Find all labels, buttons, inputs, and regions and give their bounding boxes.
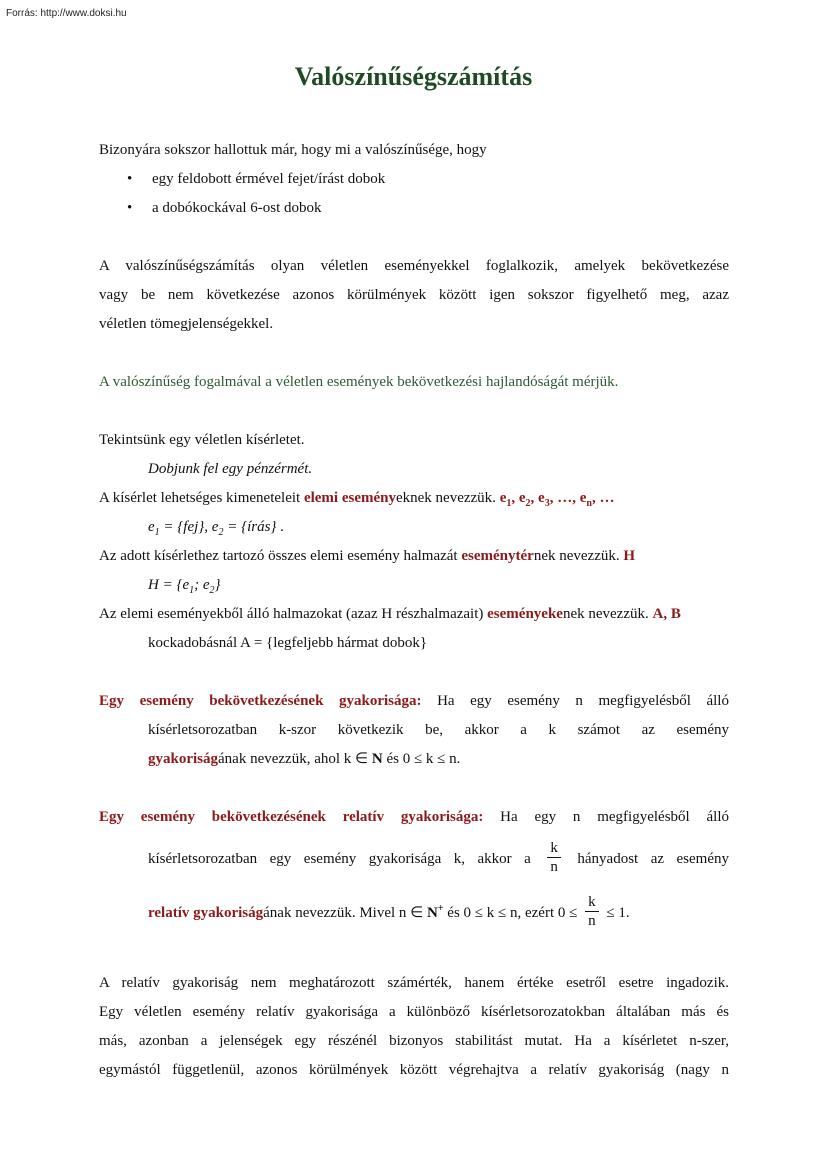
relativ-gyakorisag-line: kísérletsorozatban egy esemény gyakorisága k, akkor a $\frac{k}{n}$ hányadost az esemény [148,840,730,876]
relativ-gyakorisag-heading: Egy esemény bekövetkezésének relatív gyakorisága: [99,809,484,825]
source-label: Forrás: http://www.doksi.hu [6,8,127,19]
esemenyter-symbol: H [623,548,636,564]
esemenyter-line: Az adott kísérlethez tartozó összes elemi esemény halmazát eseménytérnek nevezzük. H [99,548,636,564]
esemenyek-symbol: A, B [652,606,681,622]
elemi-symbols: $e_1$, $e_2$, $e_3$, …, $e_n$, … [499,490,615,509]
esemenyek-example: kockadobásnál A = {legfeljebb hármat dobok} [148,635,428,651]
closing-line: Egy véletlen esemény relatív gyakorisága a különböző kísérletsorozatokban általában más és [99,1004,729,1020]
bullet-list [99,165,729,223]
fraction-k-n: $\frac{k}{n}$ [547,839,561,876]
esemenyter-example: $H = \{e_1$; $e_2$} [148,577,221,596]
relativ-gyakorisag-heading-line: Egy esemény bekövetkezésének relatív gyakorisága: Ha egy n megfigyelésből álló [99,809,729,825]
term-relativ-gyakorisag: relatív gyakoriság [148,905,264,921]
term-gyakorisag: gyakoriság [148,751,219,767]
gyakorisag-heading: Egy esemény bekövetkezésének gyakorisága: [99,693,422,709]
experiment-example: Dobjunk fel egy pénzérmét. [148,461,313,477]
intro-text: Bizonyára sokszor hallottuk már, hogy mi a valószínűsége, hogy [99,142,487,158]
gyakorisag-line: kísérletsorozatban k-szor következik be, akkor a k számot az esemény [148,722,729,738]
bullet-item: • egy feldobott érmével fejet/írást dobok [99,165,729,194]
term-esemenyter: eseménytér [461,548,534,564]
experiment-text: Tekintsünk egy véletlen kísérletet. [99,432,305,448]
elemi-example: $e_1 = \{fej\}$, $e_2$ = {írás} . [148,519,284,538]
document-body [99,136,729,1085]
page-title: Valószínűségszámítás [294,62,533,91]
gyakorisag-line: gyakoriságának nevezzük, ahol k ∈ N és 0 ≤ k ≤ n. [148,751,461,767]
fraction-k-n: $\frac{k}{n}$ [585,893,599,930]
esemenyek-line: Az elemi eseményekből álló halmazokat (azaz H részhalmazait) eseményekenek nevezzük. A, B [99,606,681,622]
closing-line: A relatív gyakoriság nem meghatározott számérték, hanem értéke esetről esetre ingadozik. [99,975,729,991]
closing-line: más, azonban a jelenségek egy részénél bizonyos stabilitást mutat. Ha a kísérletet n-szer, [99,1033,729,1049]
definition-line: véletlen tömegjelenségekkel. [99,316,274,332]
probability-concept-text: A valószínűség fogalmával a véletlen események bekövetkezési hajlandóságát mérjük. [99,374,619,390]
term-elemi-esemeny: elemi esemény [303,490,396,506]
term-esemenyek: eseményeke [487,606,563,622]
definition-line: vagy be nem következése azonos körülmények között igen sokszor figyelhető meg, azaz [99,287,729,303]
bullet-item: • a dobókockával 6-ost dobok [99,194,729,223]
gyakorisag-heading-line: Egy esemény bekövetkezésének gyakorisága: Ha egy esemény n megfigyelésből álló [99,693,729,709]
relativ-gyakorisag-line: relatív gyakoriságának nevezzük. Mivel n ∈ N+ és 0 ≤ k ≤ n, ezért 0 ≤ $\frac{k}{n}$ ≤ 1. [148,894,630,930]
closing-line: egymástól függetlenül, azonos körülmények között végrehajtva a relatív gyakoriság (nagy n [99,1062,729,1078]
elemi-esemeny-line: A kísérlet lehetséges kimeneteleit elemi eseményeknek nevezzük. $e_1$, $e_2$, $e_3$, …, $e_n$, … [99,490,615,509]
definition-line: A valószínűségszámítás olyan véletlen eseményekkel foglalkozik, amelyek bekövetkezése [99,258,729,274]
